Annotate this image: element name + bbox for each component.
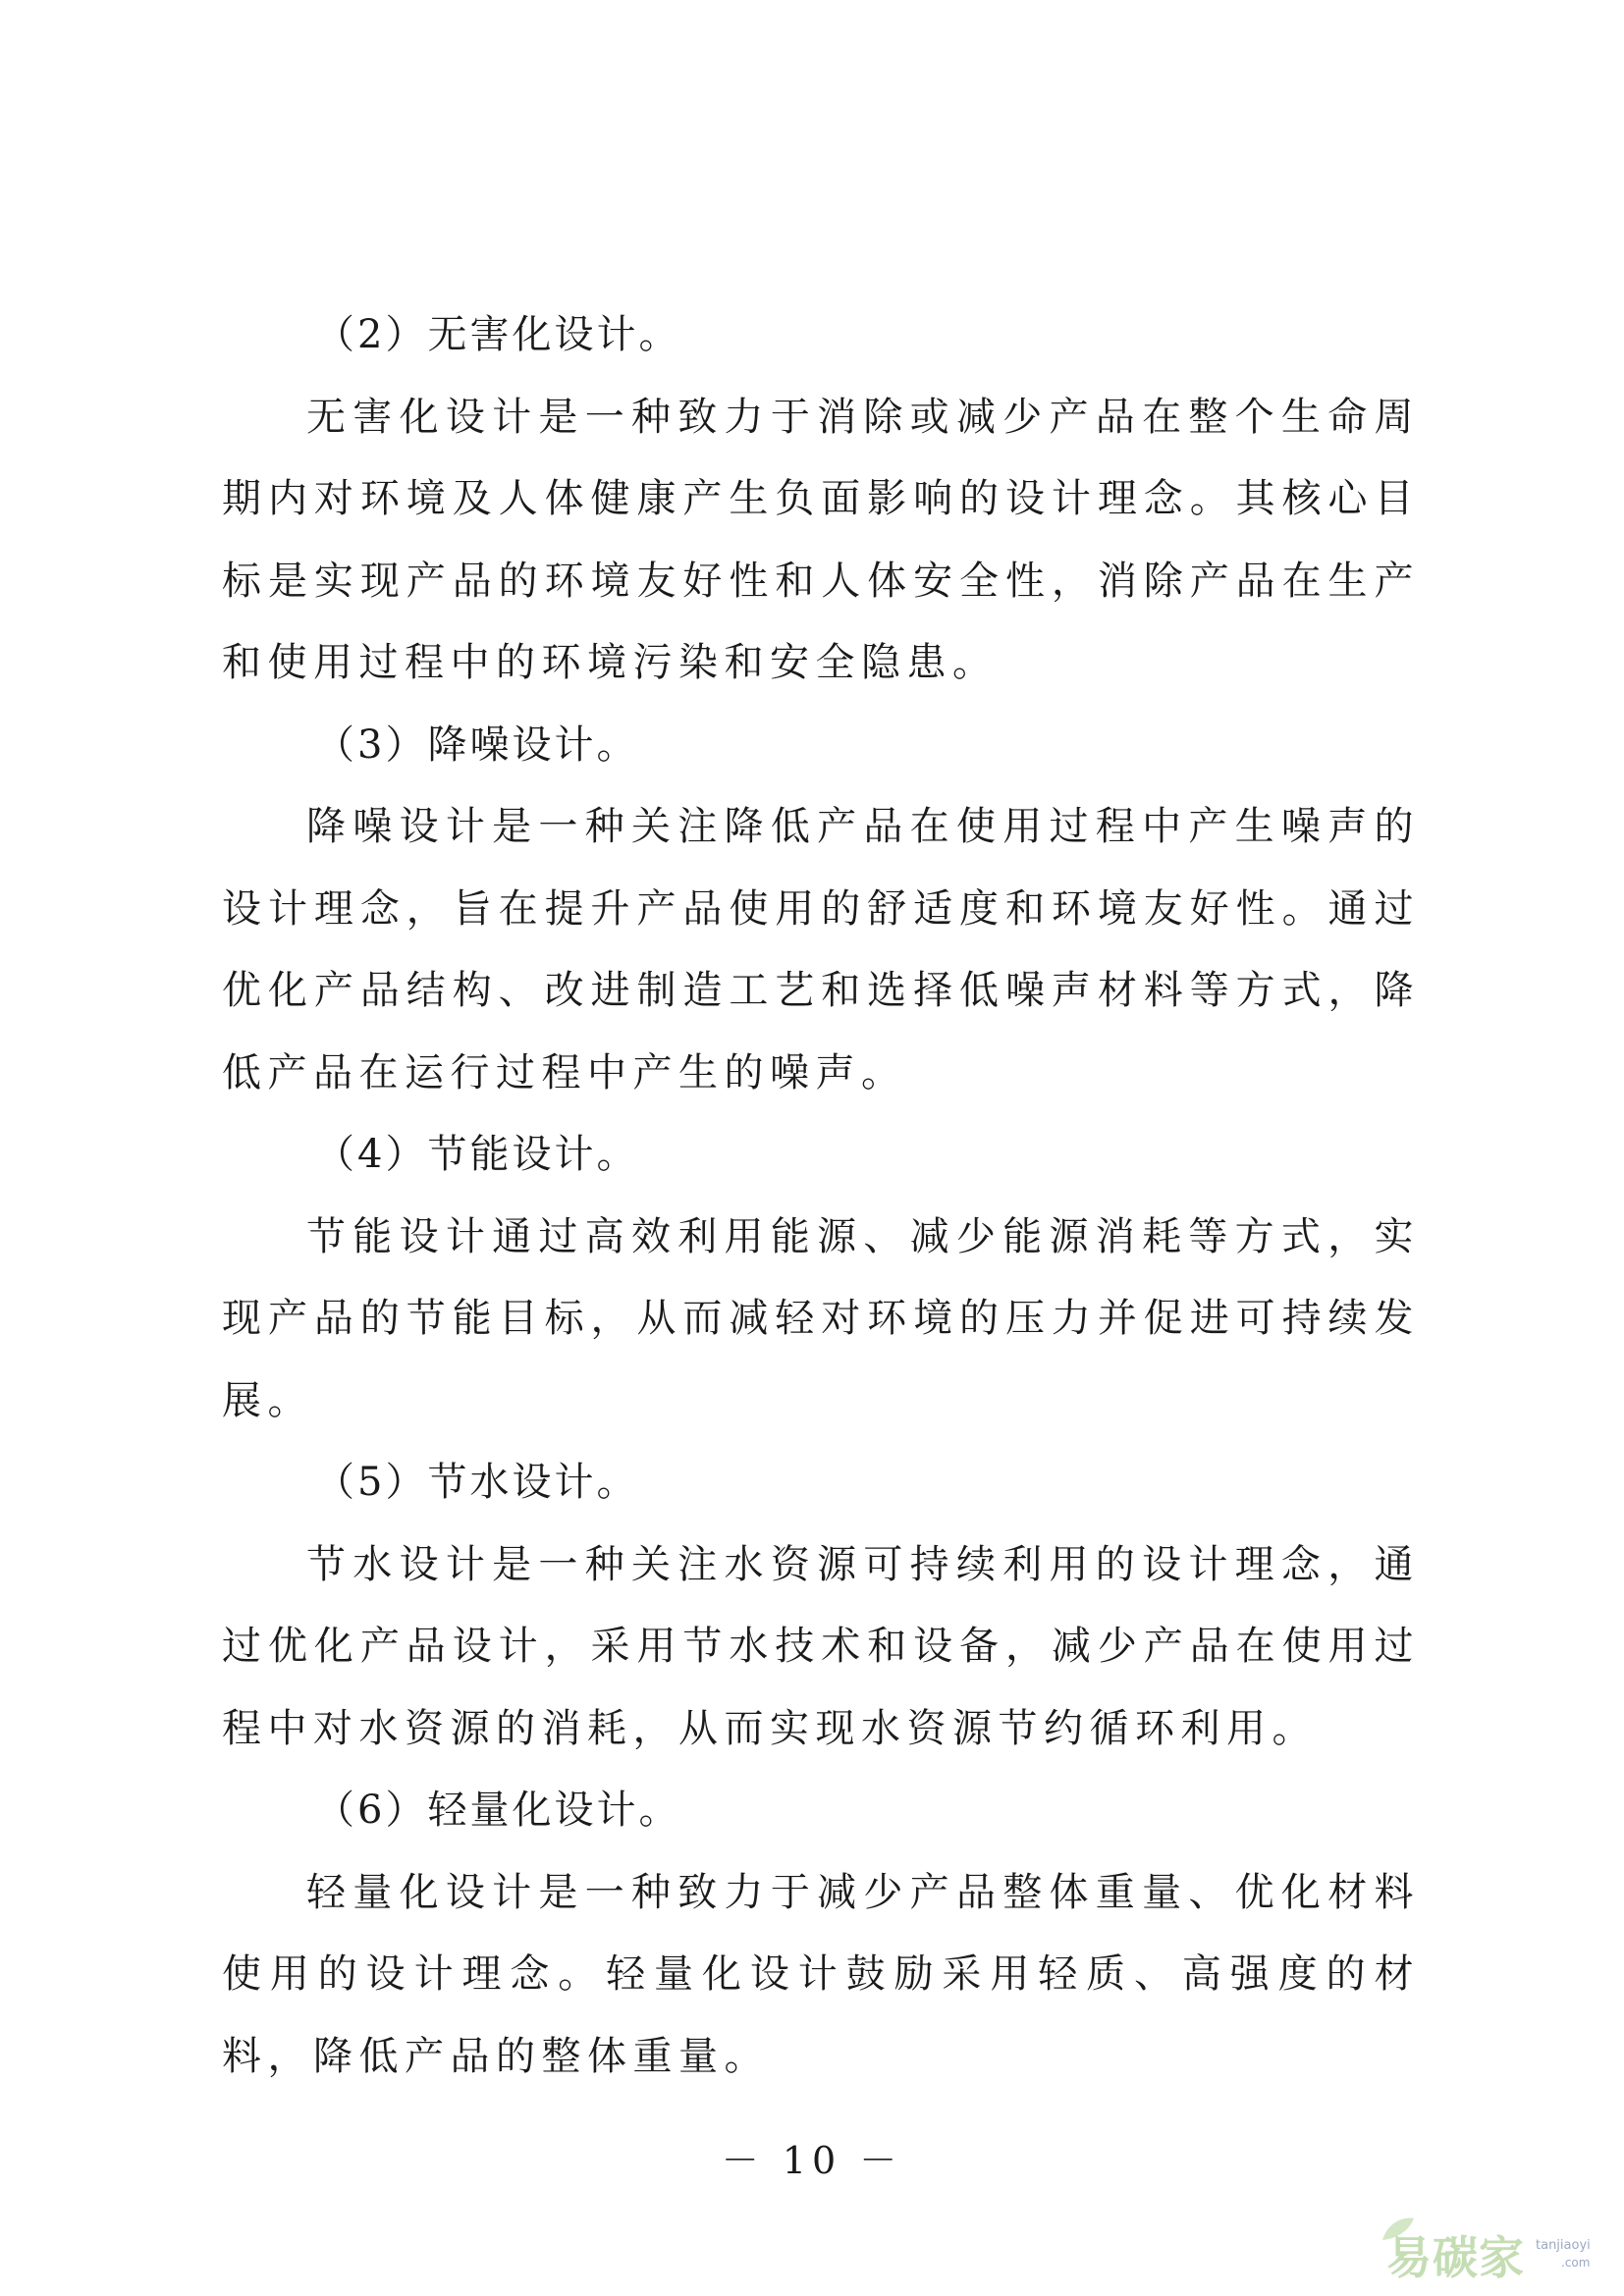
section-heading: （2）无害化设计。 [315,312,681,357]
watermark-domain: tanjiaoyi [1536,2238,1591,2253]
paragraph: 轻量化设计是一种致力于减少产品整体重量、优化材料使用的设计理念。轻量化设计鼓励采用轻质、高强度的材料，降低产品的整体重量。 [222,1869,1420,2079]
paragraph: 节能设计通过高效利用能源、减少能源消耗等方式，实现产品的节能目标，从而减轻对环境的压力并促进可持续发展。 [222,1213,1420,1423]
section-heading: （5）节水设计。 [315,1460,639,1505]
page-number: － 10 － [721,2139,903,2182]
paragraph: 降噪设计是一种关注降低产品在使用过程中产生噪声的设计理念，旨在提升产品使用的舒适度和环境友好性。通过优化产品结构、改进制造工艺和选择低噪声材料等方式，降低产品在运行过程中产生的噪声。 [222,804,1420,1095]
section-heading: （4）节能设计。 [315,1132,639,1177]
watermark-text: 易碳家 [1386,2231,1525,2284]
section-heading: （6）轻量化设计。 [315,1788,681,1833]
section-heading: （3）降噪设计。 [315,721,639,768]
watermark-tld: .com [1561,2256,1591,2269]
paragraph: 无害化设计是一种致力于消除或减少产品在整个生命周期内对环境及人体健康产生负面影响的设计理念。其核心目标是实现产品的环境友好性和人体安全性，消除产品在生产和使用过程中的环境污染和安全隐患。 [222,394,1420,685]
watermark-logo [1386,2215,1612,2283]
document-body [222,294,1420,2098]
paragraph: 节水设计是一种关注水资源可持续利用的设计理念，通过优化产品设计，采用节水技术和设备，减少产品在使用过程中对水资源的消耗，从而实现水资源节约循环利用。 [222,1541,1420,1751]
